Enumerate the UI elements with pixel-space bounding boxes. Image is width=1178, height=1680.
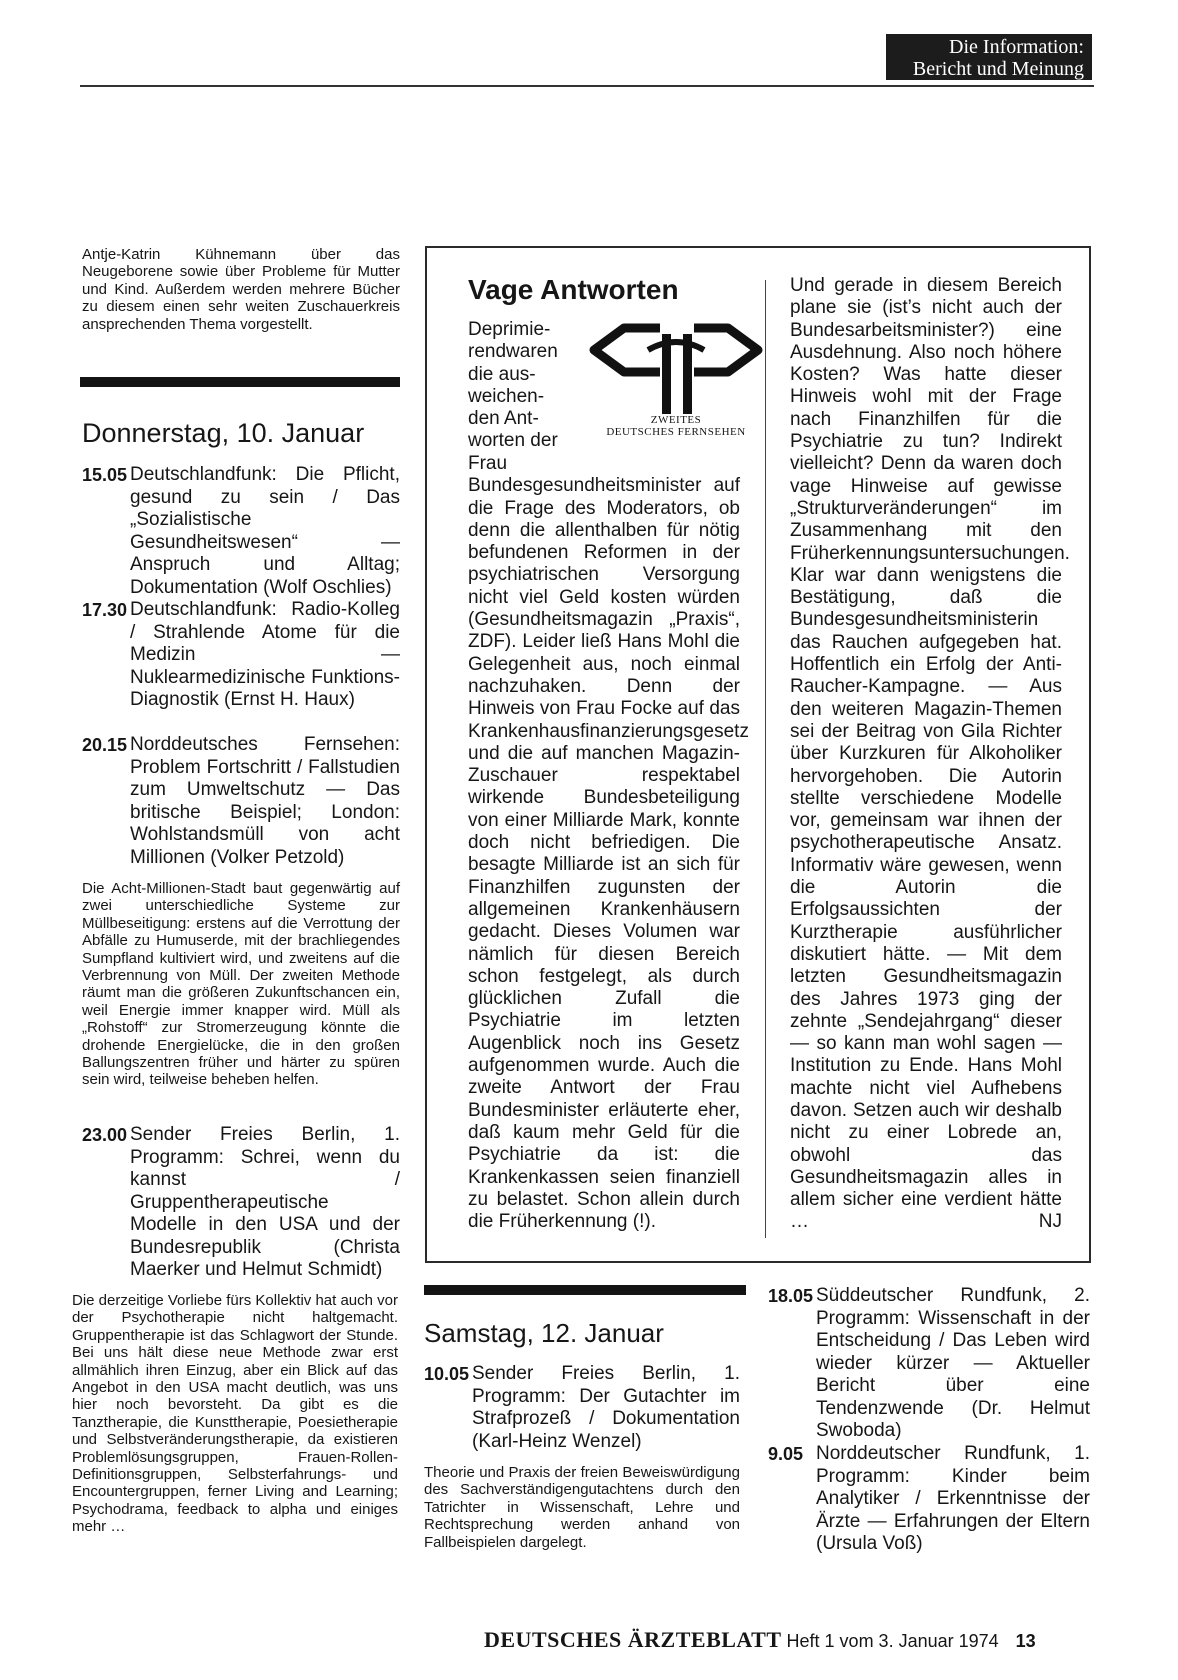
- section-label-line2: Bericht und Meinung: [912, 58, 1084, 80]
- article-text-col1: Frau Bundesgesundheitsminister auf die Frage des Moderators, ob denn die allenthalben für nötig befundenen Reformen in der psychiatrischen Versorgung nicht viel Geld kosten würden (Gesundheitsmagazin „Praxis“, ZDF). Leider ließ Hans Mohl die Gelegenheit aus, noch einmal nachzuhaken. Denn der Hinweis von Frau Focke auf das Krankenhausfinanzierungsgesetz und die auf manchen Magazin-Zuschauer respektabel wirkende Bundesbeteiligung von einer Milliarde Mark, konnte doch nicht befriedigen. Die besagte Milliarde ist an sich für Finanzhilfen zugunsten der allgemeinen Krankenhäusern gedacht. Dieses Volumen war nämlich für diesen Bereich schon festgelegt, als durch glücklichen Zufall die Psychiatrie im letzten Augenblick noch ins Gesetz aufgenommen wurde. Auch die zweite Antwort der Frau Bundesminister erläuterte eher, daß kaum mehr Geld für die Psychiatrie da ist: die Krankenkassen seien finanziell zu belastet. Schon allein durch die Früherkennung (!).: [468, 453, 749, 1233]
- logo-caption-line2: DEUTSCHES FERNSEHEN: [606, 426, 746, 438]
- day-heading-saturday: Samstag, 12. Januar: [424, 1318, 664, 1348]
- program-time: 17.30: [82, 600, 128, 620]
- program-entry: [82, 1124, 400, 1282]
- article-lead: [468, 319, 580, 453]
- program-text: Sender Freies Berlin, 1. Programm: Schrei, wenn du kannst / Gruppentherapeutische Modelle in den USA und der Bundesrepublik (Christa Maerker und Helmut Schmidt): [130, 1124, 400, 1280]
- article-text-col2: [790, 275, 1070, 1234]
- program-time: 15.05: [82, 465, 128, 485]
- page-footer: [484, 1627, 1036, 1653]
- program-note: Theorie und Praxis der freien Beweiswürdigung des Sachverständigengutachtens durch den Tatrichter in Wissenschaft, Lehre und Rechtsprechung werden anhand von Fallbeispielen dargelegt.: [424, 1464, 740, 1551]
- article-lead-line: die aus-: [468, 363, 536, 385]
- program-time: 23.00: [82, 1125, 128, 1145]
- program-time: 20.15: [82, 735, 128, 755]
- program-text: Süddeutscher Rundfunk, 2. Programm: Wissenschaft in der Entscheidung / Das Leben wird wieder kürzer — Aktueller Bericht über eine Tendenzwende (Dr. Helmut Swoboda): [816, 1285, 1090, 1441]
- program-entry: [82, 599, 400, 712]
- section-label-line1: Die Information:: [949, 36, 1084, 58]
- section-label: [886, 34, 1092, 80]
- program-entry: [424, 1363, 740, 1453]
- article-lead-line: worten der: [468, 430, 558, 452]
- article-title: Vage Antworten: [468, 274, 679, 305]
- article-signature: NJ: [1038, 1211, 1062, 1233]
- program-entry: [82, 734, 400, 869]
- section-rule-thursday: [80, 377, 400, 387]
- issue-info: Heft 1 vom 3. Januar 1974: [786, 1631, 999, 1651]
- article-lead-line: den Ant-: [468, 408, 539, 430]
- program-text: Norddeutsches Fernsehen: Problem Fortschritt / Fallstudien zum Umweltschutz — Das britische Beispiel; London: Wohlstandsmüll von acht Millionen (Volker Petzold): [130, 734, 400, 868]
- program-note: Die Acht-Millionen-Stadt baut gegenwärtig auf zwei unterschiedliche Systeme zur Müllbeseitigung: erstens auf die Verrottung der Abfälle zu Humuserde, mit der brachliegendes Sumpfland kultiviert wird, und zweitens auf die Verbrennung von Müll. Der zweiten Methode räumt man die größeren Zukunftschancen ein, weil Energie immer knapper wird. Müll als „Rohstoff“ zur Stromerzeugung könnte die drohende Energielücke, die in den großen Ballungszentren früher und härter zu spüren sein wird, teilweise beheben helfen.: [82, 880, 400, 1089]
- article-lead-line: Deprimie-: [468, 319, 551, 340]
- program-time: 10.05: [424, 1364, 470, 1384]
- program-text: Norddeutscher Rundfunk, 1. Programm: Kinder beim Analytiker / Erkenntnisse der Ärzte — Erfahrungen der Eltern (Ursula Voß): [816, 1443, 1090, 1554]
- header-rule: [80, 85, 1094, 87]
- logo-caption-line1: ZWEITES: [650, 414, 702, 426]
- article-column-divider: [765, 280, 766, 1238]
- program-time: 18.05: [768, 1286, 814, 1306]
- page-number: 13: [1015, 1631, 1036, 1651]
- logo-caption: [588, 414, 764, 438]
- program-time: 9.05: [768, 1444, 804, 1464]
- program-text: Deutschlandfunk: Die Pflicht, gesund zu sein / Das „Sozialistische Gesundheitswesen“ — Anspruch und Alltag; Dokumentation (Wolf Oschlies): [130, 464, 400, 598]
- program-entry: [768, 1285, 1090, 1443]
- program-text: Sender Freies Berlin, 1. Programm: Der Gutachter im Strafprozeß / Dokumentation (Karl-Heinz Wenzel): [472, 1363, 740, 1452]
- journal-name: DEUTSCHES ÄRZTEBLATT: [484, 1627, 782, 1652]
- intro-text: Antje-Katrin Kühnemann über das Neugeborene sowie über Probleme für Mutter und Kind. Außerdem werden mehrere Bücher zu diesem einen sehr weiten Zuschauerkreis ansprechenden Thema vorgestellt.: [82, 246, 400, 333]
- section-rule-saturday: [424, 1285, 746, 1295]
- program-entry: [82, 464, 400, 599]
- program-entry: [768, 1443, 1090, 1556]
- program-text: Deutschlandfunk: Radio-Kolleg / Strahlende Atome für die Medizin — Nuklearmedizinische Funktions-Diagnostik (Ernst H. Haux): [130, 599, 400, 710]
- article-text-col2-body: Und gerade in diesem Bereich plane sie (ist’s nicht auch der Bundesarbeitsminister?) eine Ausdehnung. Also noch höhere Kosten? Was hatte dieser Hinweis wohl mit der Frage nach Finanzhilfen für die Psychiatrie zu tun? Indirekt vielleicht? Denn da waren doch vage Hinweise auf gewisse „Strukturveränderungen“ im Zusammenhang mit den Früherkennungsuntersuchungen. Klar war dann wenigstens die Bestätigung, daß die Bundesgesundheitsministerin das Rauchen aufgegeben hat. Hoffentlich ein Erfolg der Anti-Raucher-Kampagne. — Aus den weiteren Magazin-Themen sei der Beitrag von Gila Richter über Kurzkuren für Alkoholiker hervorgehoben. Die Autorin stellte verschiedene Modelle vor, gemeinsam war ihnen der psychotherapeutische Ansatz. Informativ wäre gewesen, wenn die Autorin die Erfolgsaussichten der Kurztherapie ausführlicher diskutiert hätte. — Mit dem letzten Gesundheitsmagazin des Jahres 1973 ging der zehnte „Sendejahrgang“ dieser — so kann man wohl sagen — Institution zu Ende. Hans Mohl machte nicht viel Aufhebens davon. Setzen auch wir deshalb nicht zu einer Lobrede an, obwohl das Gesundheitsmagazin alles in allem sicher eine verdient hätte …: [790, 275, 1070, 1233]
- article-lead-line: weichen-: [468, 385, 545, 407]
- program-note: Die derzeitige Vorliebe fürs Kollektiv hat auch vor der Psychotherapie nicht haltgemacht. Gruppentherapie ist das Schlagwort der Stunde. Bei uns hält diese neue Methode zwar erst allmählich ihren Einzug, aber ein Blick auf das Angebot in den USA macht deutlich, was uns hier noch bevorsteht. Da gibt es die Tanztherapie, die Kunsttherapie, Poesietherapie und Selbstveränderungstherapie, da existieren Problemlösungsgruppen, Frauen-Rollen-Definitionsgruppen, Selbsterfahrungs- und Encountergruppen, ferner Living and Learning; Psychodrama, feedback to alpha und einiges mehr …: [72, 1292, 399, 1536]
- day-heading-thursday: Donnerstag, 10. Januar: [82, 418, 365, 448]
- article-lead-line: rendwaren: [468, 341, 558, 363]
